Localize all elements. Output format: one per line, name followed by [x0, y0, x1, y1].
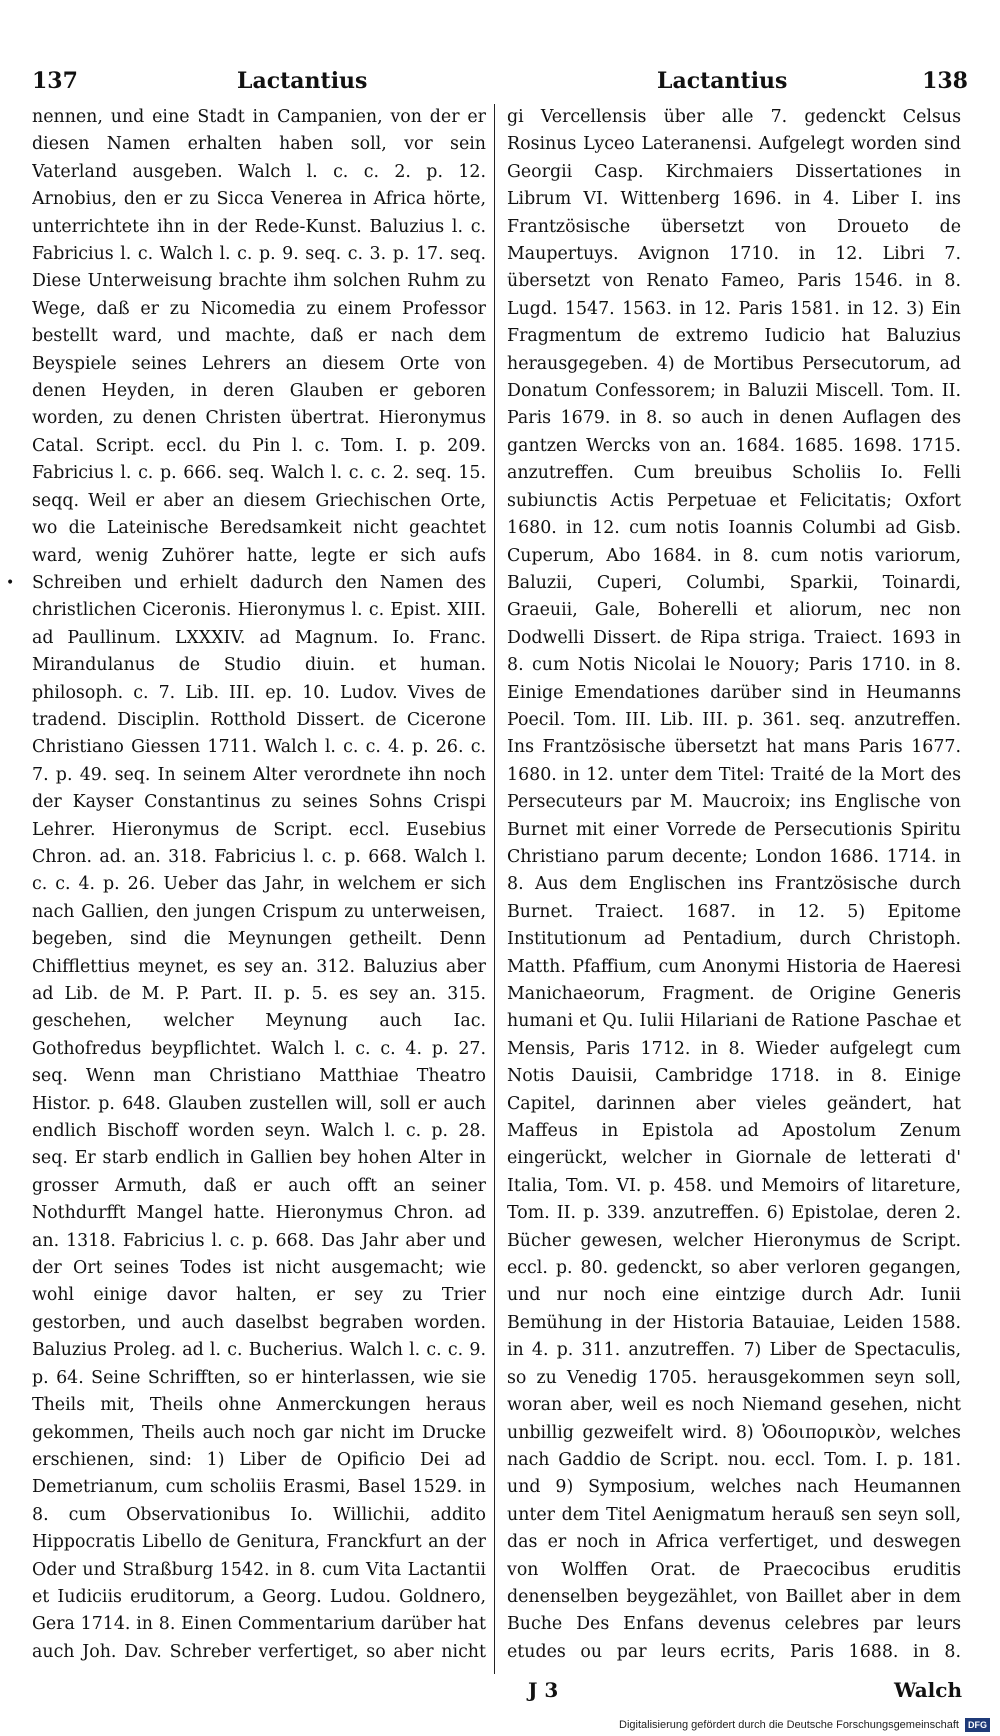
signature-mark: J 3 [528, 1678, 559, 1702]
right-column [507, 104, 961, 1670]
right-page-number: 138 [922, 68, 968, 94]
left-column [32, 104, 486, 1670]
left-column-text: nennen, und eine Stadt in Campanien, von der er diesen Namen erhalten haben soll, vor sein Vaterland ausgeben. Walch l. c. c. 2. p. 12. Arnobius, den er zu Sicca Venerea in Africa hörte, unterrichtete ihn in der Rede-Kunst. Baluzius l. c. Fabricius l. c. Walch l. c. p. 9. seq. c. 3. p. 17. seq. Diese Unterweisung brachte ihm solchen Ruhm zu Wege, daß er zu Nicomedia zu einem Professor bestellt ward, und machte, daß er nach dem Beyspiele seines Lehrers an diesem Orte von denen Heyden, in deren Glauben er geboren worden, zu denen Christen übertrat. Hieronymus Catal. Script. eccl. du Pin l. c. Tom. I. p. 209. Fabricius l. c. p. 666. seq. Walch l. c. c. 2. seq. 15. seqq. Weil er aber an diesem Griechischen Orte, wo die Lateinische Beredsamkeit nicht geachtet ward, wenig Zuhörer hatte, legte er sich aufs Schreiben und erhielt dadurch den Namen des christlichen Ciceronis. Hieronymus l. c. Epist. XIII. ad Paullinum. LXXXIV. ad Magnum. Io. Franc. Mirandulanus de Studio diuin. et human. philosoph. c. 7. Lib. III. ep. 10. Ludov. Vives de tradend. Disciplin. Rotthold Dissert. de Cicerone Christiano Giessen 1711. Walch l. c. c. 4. p. 26. c. 7. p. 49. seq. In seinem Alter verordnete ihn noch der Kayser Constantinus zu seines Sohns Crispi Lehrer. Hieronymus de Script. eccl. Eusebius Chron. ad. an. 318. Fabricius l. c. p. 668. Walch l. c. c. 4. p. 26. Ueber das Jahr, in welchem er sich nach Gallien, den jungen Crispum zu unterweisen, begeben, sind die Meynungen getheilt. Denn Chifflettius meynet, es sey an. 312. Baluzius aber ad Lib. de M. P. Part. II. p. 5. es sey an. 315. geschehen, welcher Meynung auch Iac. Gothofredus beypflichtet. Walch l. c. c. 4. p. 27. seq. Wenn man Christiano Matthiae Theatro Histor. p. 648. Glauben zustellen will, soll er auch endlich Bischoff worden seyn. Walch l. c. p. 28. seq. Er starb endlich in Gallien bey hohen Alter in grosser Armuth, daß er auch offt an seiner Nothdurfft Mangel hatte. Hieronymus Chron. ad an. 1318. Fabricius l. c. p. 668. Das Jahr aber und der Ort seines Todes ist nicht ausgemacht; wie wohl einige davor halten, er sey zu Trier gestorben, und auch daselbst begraben worden. Baluzius Proleg. ad l. c. Bucherius. Walch l. c. c. 9. p. 64. Seine Schrifften, so er hinterlassen, wie sie Theils mit, Theils ohne Anmerckungen heraus gekommen, Theils auch noch gar nicht im Drucke erschienen, sind: 1) Liber de Opificio Dei ad Demetrianum, cum scholiis Erasmi, Basel 1529. in 8. cum Observationibus Io. Willichii, addito Hippocratis Libello de Genitura, Franckfurt an der Oder und Straßburg 1542. in 8. cum Vita Lactantii et Iudiciis eruditorum, a Georg. Ludou. Goldnero, Gera 1714. in 8. Einen Commentarium darüber hat auch Joh. Dav. Schreber verfertiget, so aber nicht [32, 107, 486, 1662]
right-running-head: Lactantius [657, 68, 788, 94]
column-divider [494, 104, 495, 1674]
margin-mark: • [6, 575, 15, 591]
left-page-number: 137 [32, 68, 78, 94]
page-header [32, 66, 968, 98]
footer-text: Digitalisierung gefördert durch die Deutsche Forschungsgemeinschaft [619, 1719, 959, 1731]
digitization-footer [619, 1718, 990, 1732]
catchword: Walch [894, 1678, 962, 1702]
right-column-text: gi Vercellensis über alle 7. gedenckt Celsus Rosinus Lyceo Lateranensi. Aufgelegt worden sind Georgii Casp. Kirchmaiers Dissertationes in Librum VI. Wittenberg 1696. in 4. Liber I. ins Frantzösische übersetzt von Droueto de Maupertuys. Avignon 1710. in 12. Libri 7. übersetzt von Renato Fameo, Paris 1546. in 8. Lugd. 1547. 1563. in 12. Paris 1581. in 12. 3) Ein Fragmentum de extremo Iudicio hat Baluzius herausgegeben. 4) de Mortibus Persecutorum, ad Donatum Confessorem; in Baluzii Miscell. Tom. II. Paris 1679. in 8. so auch in denen Auflagen des gantzen Wercks von an. 1684. 1685. 1698. 1715. anzutreffen. Cum breuibus Scholiis Io. Felli subiunctis Actis Perpetuae et Felicitatis; Oxfort 1680. in 12. cum notis Ioannis Columbi ad Gisb. Cuperum, Abo 1684. in 8. cum notis variorum, Baluzii, Cuperi, Columbi, Sparkii, Toinardi, Graeuii, Gale, Boherelli et aliorum, nec non Dodwelli Dissert. de Ripa striga. Traiect. 1693 in 8. cum Notis Nicolai le Nouory; Paris 1710. in 8. Einige Emendationes darüber sind in Heumanns Poecil. Tom. III. Lib. III. p. 361. seq. anzutreffen. Ins Frantzösische übersetzt hat mans Paris 1677. 1680. in 12. unter dem Titel: Traité de la Mort des Persecuteurs par M. Maucroix; ins Englische von Burnet mit einer Vorrede de Persecutionis Spiritu Christiano parum decente; London 1686. 1714. in 8. Aus dem Englischen ins Frantzösische durch Burnet. Traiect. 1687. in 12. 5) Epitome Institutionum ad Pentadium, durch Christoph. Matth. Pfaffium, cum Anonymi Historia de Haeresi Manichaeorum, Fragment. de Origine Generis humani et Qu. Iulii Hilariani de Ratione Paschae et Mensis, Paris 1712. in 8. Wieder aufgelegt cum Notis Dauisii, Cambridge 1718. in 8. Einige Capitel, darinnen aber vieles geändert, hat Maffeus in Epistola ad Apostolum Zenum eingerückt, welcher in Giornale de letterati d' Italia, Tom. VI. p. 458. und Memoirs of litareture, Tom. II. p. 339. anzutreffen. 6) Epistolae, deren 2. Bücher gewesen, welcher Hieronymus de Script. eccl. p. 80. gedenckt, so aber verloren gegangen, und nur noch eine eintzige durch Adr. Iunii Bemühung in der Historia Batauiae, Leiden 1588. in 4. p. 311. anzutreffen. 7) Liber de Spectaculis, so zu Venedig 1705. herausgekommen seyn soll, woran aber, weil es noch Niemand gesehen, nicht unbillig gezweifelt wird. 8) Ὁδοιπορικὸν, welches nach Gaddio de Script. nou. eccl. Tom. I. p. 181. und 9) Symposium, welches nach Heumannen unter dem Titel Aenigmatum herauß sen seyn soll, das er noch in Africa verfertiget, und deswegen von Wolffen Orat. de Praecocibus eruditis denenselben beygezählet, von Baillet aber in dem Buche Des Enfans devenus celebres par leurs etudes ou par leurs ecrits, Paris 1688. in 8. [507, 107, 961, 1662]
left-running-head: Lactantius [237, 68, 368, 94]
dfg-logo: DFG [965, 1718, 990, 1732]
